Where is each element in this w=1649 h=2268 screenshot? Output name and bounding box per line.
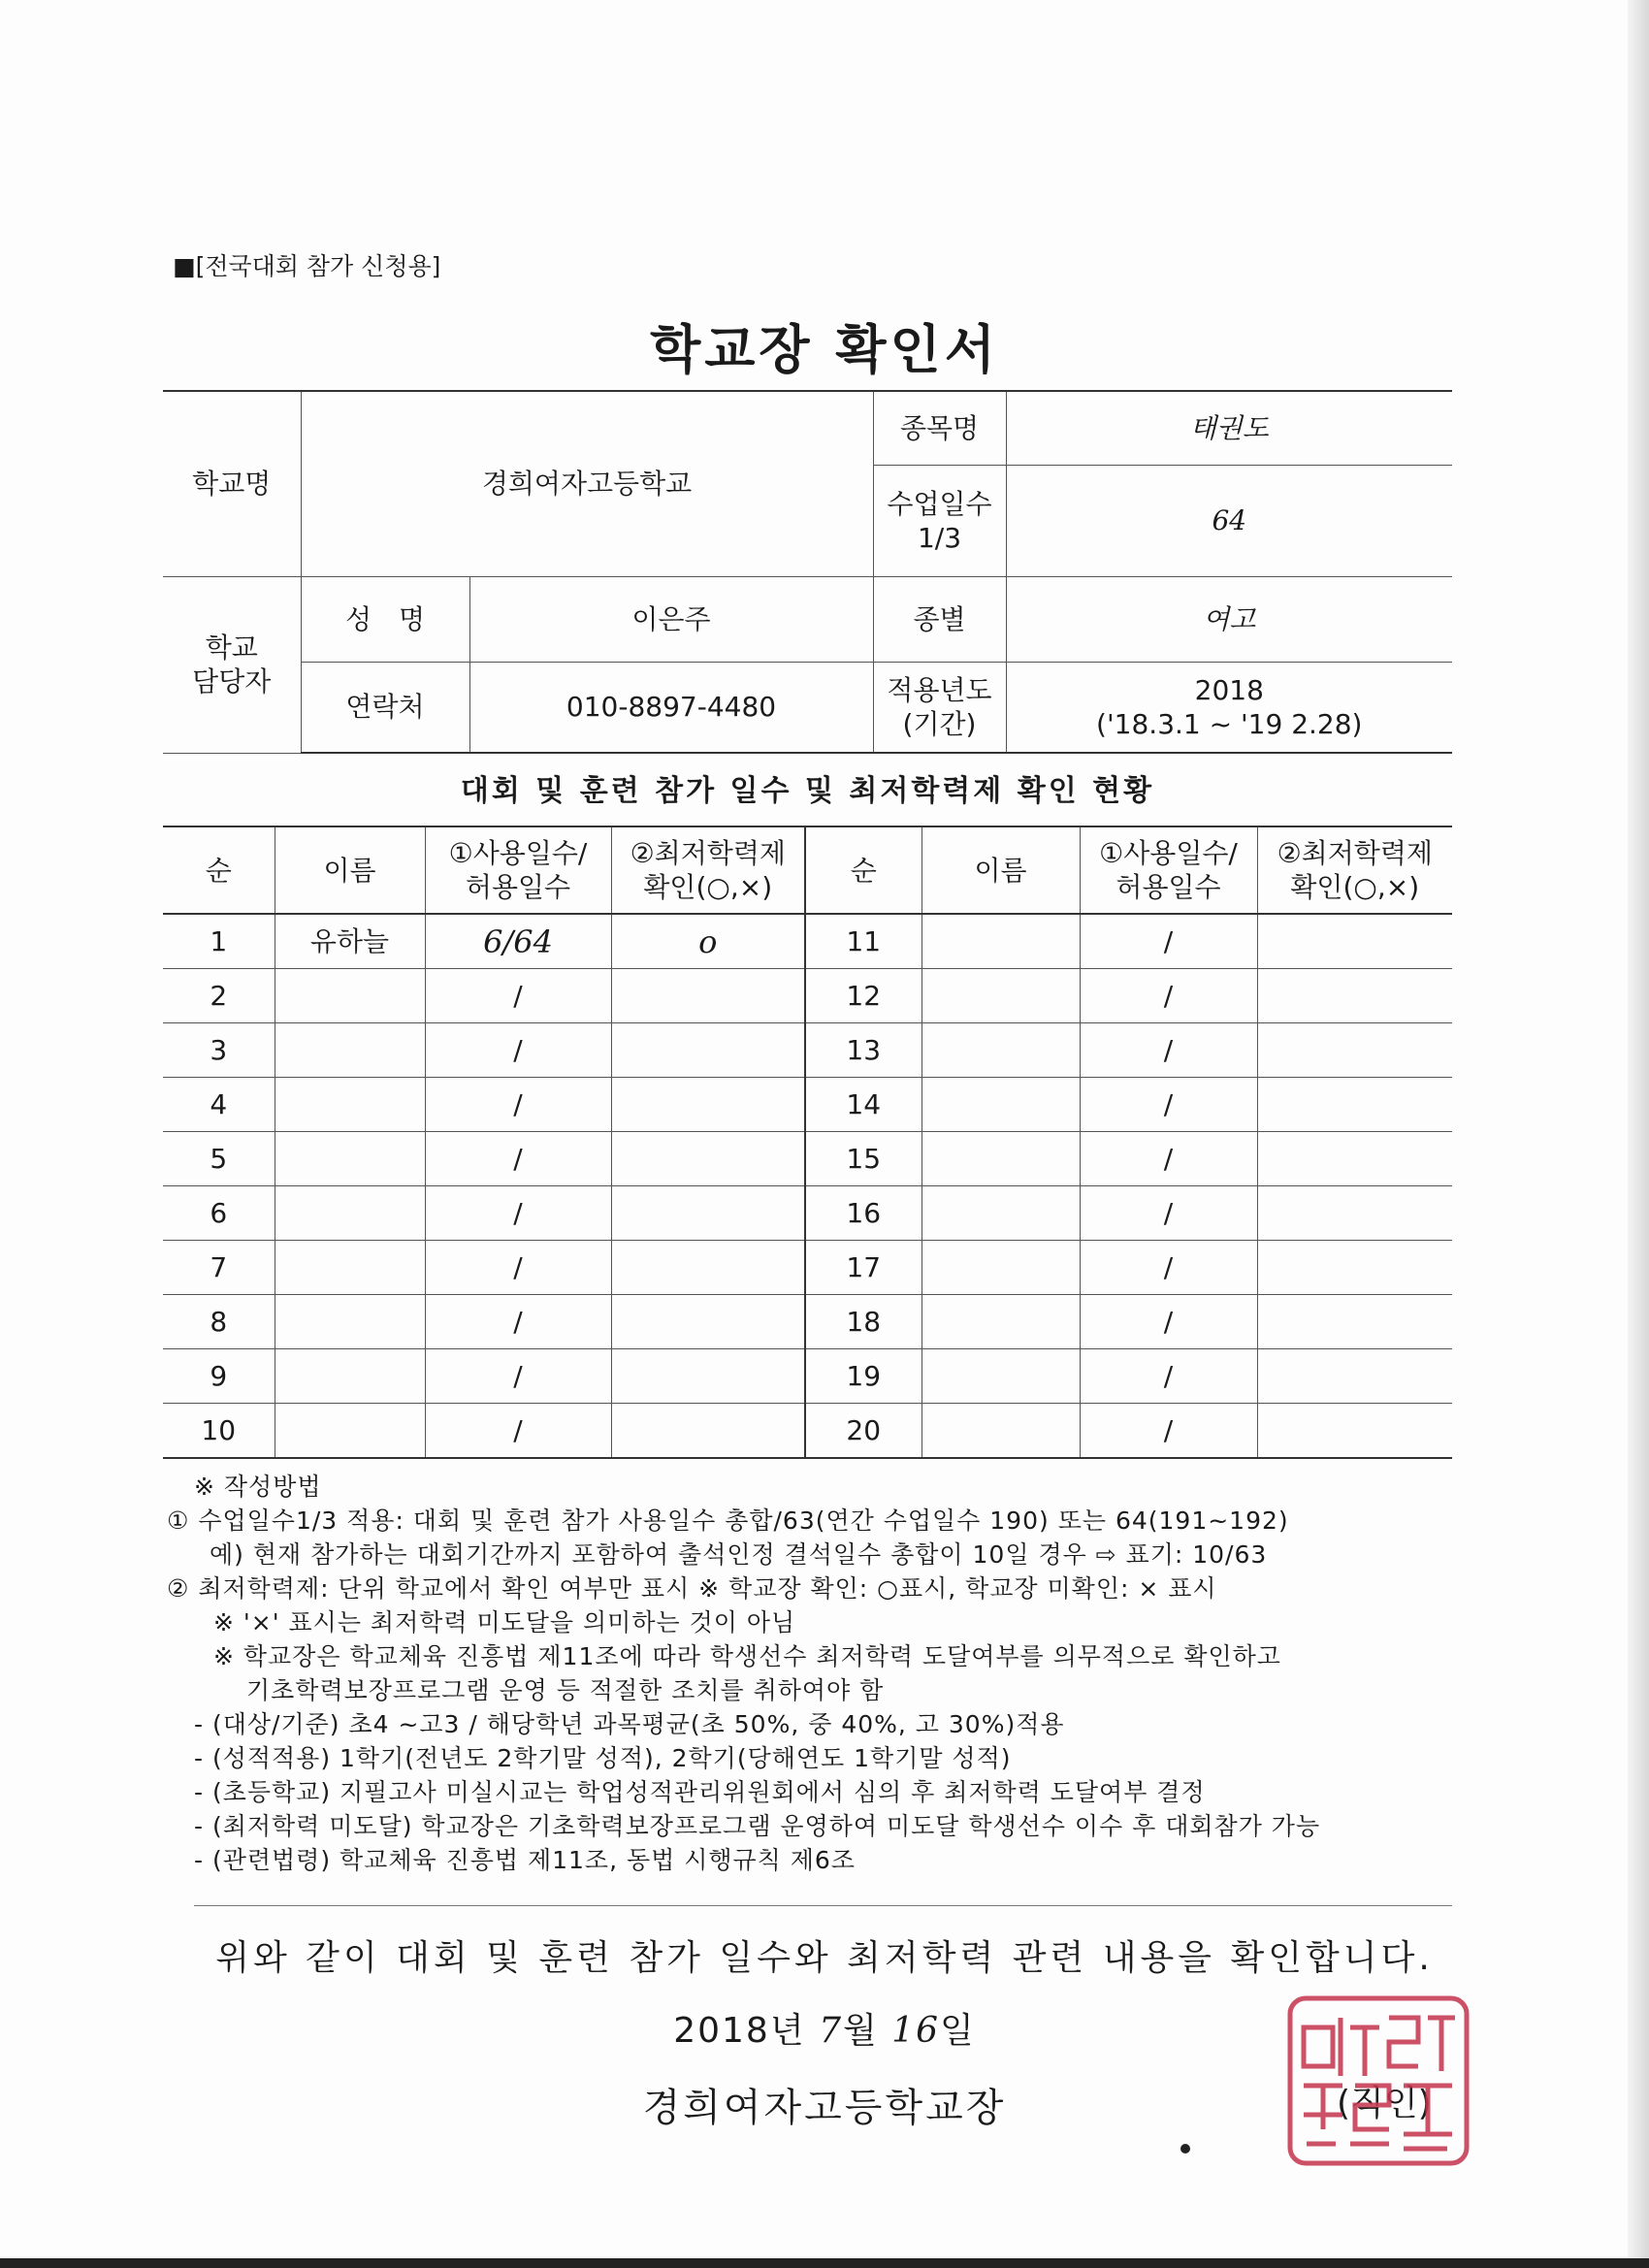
athlete-name xyxy=(922,1132,1080,1186)
official-seal-stamp xyxy=(1282,1989,1474,2173)
apply-year-label-line1: 적용년도 xyxy=(887,673,992,706)
table-row xyxy=(163,969,1452,1023)
event-value: 태권도 xyxy=(1006,391,1452,465)
min-academic-check: o xyxy=(611,914,805,969)
notes-line: ② 최저학력제: 단위 학교에서 확인 여부만 표시 ※ 학교장 확인: ○표시, 학교장 미확인: × 표시 xyxy=(167,1574,1217,1603)
days-used-allowed: / xyxy=(425,1349,611,1404)
min-academic-check xyxy=(611,1295,805,1349)
days-used-allowed: / xyxy=(425,1241,611,1295)
apply-period: ('18.3.1 ~ '19 2.28) xyxy=(1096,707,1363,740)
athlete-name xyxy=(275,1241,425,1295)
notes-line: - (성적적용) 1학기(전년도 2학기말 성적), 2학기(당해연도 1학기말 성적) xyxy=(194,1744,1012,1772)
row-number: 12 xyxy=(805,969,922,1023)
days-used-allowed: / xyxy=(1080,914,1257,969)
row-number: 11 xyxy=(805,914,922,969)
date-day-unit: 일 xyxy=(940,2011,976,2051)
class-days-label-line2: 1/3 xyxy=(917,521,962,554)
athlete-name xyxy=(922,914,1080,969)
row-number: 16 xyxy=(805,1186,922,1241)
header-min-right-line1: ②최저학력제 xyxy=(1277,837,1433,869)
min-academic-check xyxy=(611,1078,805,1132)
athlete-name xyxy=(275,1295,425,1349)
min-academic-check xyxy=(1257,1404,1452,1459)
athlete-name xyxy=(922,1404,1080,1459)
athlete-name xyxy=(922,1186,1080,1241)
notes-line: - (최저학력 미도달) 학교장은 기초학력보장프로그램 운영하여 미도달 학생선수 이수 후 대회참가 가능 xyxy=(194,1812,1321,1840)
min-academic-check xyxy=(611,1132,805,1186)
date-month-unit: 월 xyxy=(842,2011,879,2051)
apply-year-label-line2: (기간) xyxy=(902,707,977,740)
days-used-allowed: / xyxy=(425,969,611,1023)
row-number: 5 xyxy=(163,1132,275,1186)
table-row xyxy=(163,1132,1452,1186)
participation-header-row xyxy=(163,826,1452,914)
notes-heading: ※ 작성방법 xyxy=(194,1473,322,1501)
notes-divider xyxy=(194,1905,1452,1906)
header-min-academic-right xyxy=(1257,826,1452,914)
days-used-allowed: / xyxy=(1080,1295,1257,1349)
school-name-label: 학교명 xyxy=(163,391,301,576)
header-min-right-line2: 확인(○,×) xyxy=(1290,871,1420,903)
min-academic-check xyxy=(611,1404,805,1459)
athlete-name xyxy=(922,969,1080,1023)
apply-year-label xyxy=(873,662,1006,753)
header-days xyxy=(425,826,611,914)
athlete-name: 유하늘 xyxy=(275,914,425,969)
min-academic-check xyxy=(611,1023,805,1078)
table-row xyxy=(163,1023,1452,1078)
row-number: 7 xyxy=(163,1241,275,1295)
athlete-name xyxy=(275,1023,425,1078)
table-row xyxy=(163,1186,1452,1241)
days-used-allowed: / xyxy=(1080,969,1257,1023)
contact-value: 010-8897-4480 xyxy=(469,662,873,753)
days-used-allowed: / xyxy=(1080,1404,1257,1459)
header-days-line1: ①사용일수/ xyxy=(448,837,588,869)
notes-line: - (대상/기준) 초4 ~고3 / 해당학년 과목평균(초 50%, 중 40%, 고 30%)적용 xyxy=(194,1710,1065,1738)
days-used-allowed: / xyxy=(425,1132,611,1186)
notes-line: - (관련법령) 학교체육 진흥법 제11조, 동법 시행규칙 제6조 xyxy=(194,1846,856,1874)
document-title: 학교장 확인서 xyxy=(650,319,999,380)
days-used-allowed: / xyxy=(425,1295,611,1349)
header-min-line1: ②최저학력제 xyxy=(630,837,786,869)
days-used-allowed: / xyxy=(1080,1349,1257,1404)
days-used-allowed: / xyxy=(1080,1186,1257,1241)
notes-line: ① 수업일수1/3 적용: 대회 및 훈련 참가 사용일수 총합/63(연간 수업일수 190) 또는 64(191~192) xyxy=(167,1507,1289,1535)
min-academic-check xyxy=(611,1186,805,1241)
days-used-allowed: 6/64 xyxy=(425,914,611,969)
min-academic-check xyxy=(611,1241,805,1295)
min-academic-check xyxy=(1257,1241,1452,1295)
row-number: 18 xyxy=(805,1295,922,1349)
manager-name-value: 이은주 xyxy=(469,576,873,662)
apply-year: 2018 xyxy=(1194,673,1264,706)
notes-line: - (초등학교) 지필고사 미실시교는 학업성적관리위원회에서 심의 후 최저학력 도달여부 결정 xyxy=(194,1778,1206,1806)
class-days-value: 64 xyxy=(1006,465,1452,576)
row-number: 14 xyxy=(805,1078,922,1132)
row-number: 9 xyxy=(163,1349,275,1404)
date-month-handwritten: 7 xyxy=(819,2011,843,2051)
days-used-allowed: / xyxy=(1080,1078,1257,1132)
row-number: 4 xyxy=(163,1078,275,1132)
athlete-name xyxy=(922,1241,1080,1295)
days-used-allowed: / xyxy=(425,1023,611,1078)
table-row xyxy=(163,1404,1452,1459)
header-min-line2: 확인(○,×) xyxy=(643,871,773,903)
min-academic-check xyxy=(611,969,805,1023)
row-number: 17 xyxy=(805,1241,922,1295)
row-number: 2 xyxy=(163,969,275,1023)
athlete-name xyxy=(922,1023,1080,1078)
min-academic-check xyxy=(611,1349,805,1404)
scan-speck xyxy=(1180,2144,1190,2154)
participation-section-title: 대회 및 훈련 참가 일수 및 최저학력제 확인 현황 xyxy=(460,774,1155,808)
athlete-name xyxy=(275,1349,425,1404)
row-number: 13 xyxy=(805,1023,922,1078)
event-label: 종목명 xyxy=(873,391,1006,465)
form-category-label: ■[전국대회 참가 신청용] xyxy=(173,252,441,280)
min-academic-check xyxy=(1257,969,1452,1023)
date-year: 2018년 xyxy=(673,2011,806,2051)
days-used-allowed: / xyxy=(1080,1023,1257,1078)
division-label: 종별 xyxy=(873,576,1006,662)
row-number: 8 xyxy=(163,1295,275,1349)
min-academic-check xyxy=(1257,1349,1452,1404)
row-number: 15 xyxy=(805,1132,922,1186)
notes-line: 기초학력보장프로그램 운영 등 적절한 조치를 취하여야 함 xyxy=(246,1676,885,1704)
header-days-right-line2: 허용일수 xyxy=(1116,871,1221,903)
min-academic-check xyxy=(1257,1023,1452,1078)
signer-name: 경희여자고등학교장 xyxy=(642,2086,1007,2130)
notes-line: ※ 학교장은 학교체육 진흥법 제11조에 따라 학생선수 최저학력 도달여부를 의무적으로 확인하고 xyxy=(213,1642,1281,1670)
athlete-name xyxy=(922,1349,1080,1404)
header-no: 순 xyxy=(163,826,275,914)
date-day-handwritten: 16 xyxy=(891,2011,941,2051)
scan-bottom-edge xyxy=(0,2258,1649,2268)
school-name-value: 경희여자고등학교 xyxy=(301,391,873,576)
table-row xyxy=(163,1295,1452,1349)
header-days-right xyxy=(1080,826,1257,914)
min-academic-check xyxy=(1257,1295,1452,1349)
contact-label: 연락처 xyxy=(301,662,469,753)
manager-label-line1: 학교 xyxy=(205,632,258,664)
notes-line: 예) 현재 참가하는 대회기간까지 포함하여 출석인정 결석일수 총합이 10일 경우 ⇨ 표기: 10/63 xyxy=(210,1540,1268,1569)
athlete-name xyxy=(922,1078,1080,1132)
notes-line: ※ '×' 표시는 최저학력 미도달을 의미하는 것이 아님 xyxy=(213,1608,796,1636)
row-number: 6 xyxy=(163,1186,275,1241)
athlete-name xyxy=(275,1404,425,1459)
row-number: 3 xyxy=(163,1023,275,1078)
athlete-name xyxy=(275,1186,425,1241)
row-number: 20 xyxy=(805,1404,922,1459)
header-no-right: 순 xyxy=(805,826,922,914)
header-name-right: 이름 xyxy=(922,826,1080,914)
table-row xyxy=(163,1349,1452,1404)
days-used-allowed: / xyxy=(425,1078,611,1132)
days-used-allowed: / xyxy=(425,1404,611,1459)
division-value: 여고 xyxy=(1006,576,1452,662)
header-days-line2: 허용일수 xyxy=(465,871,571,903)
row-number: 19 xyxy=(805,1349,922,1404)
row-number: 1 xyxy=(163,914,275,969)
table-row xyxy=(163,914,1452,969)
athlete-name xyxy=(922,1295,1080,1349)
class-days-label-line1: 수업일수 xyxy=(887,487,992,520)
row-number: 10 xyxy=(163,1404,275,1459)
athlete-name xyxy=(275,969,425,1023)
athlete-name xyxy=(275,1132,425,1186)
header-name: 이름 xyxy=(275,826,425,914)
apply-year-value xyxy=(1006,662,1452,753)
min-academic-check xyxy=(1257,1078,1452,1132)
min-academic-check xyxy=(1257,1186,1452,1241)
manager-name-label: 성 명 xyxy=(301,576,469,662)
writing-instructions xyxy=(167,1470,1467,1877)
athlete-name xyxy=(275,1078,425,1132)
manager-label-line2: 담당자 xyxy=(192,665,272,697)
participation-table xyxy=(163,826,1452,1459)
confirmation-statement: 위와 같이 대회 및 훈련 참가 일수와 최저학력 관련 내용을 확인합니다. xyxy=(215,1938,1434,1978)
header-days-right-line1: ①사용일수/ xyxy=(1099,837,1238,869)
school-info-table xyxy=(163,390,1452,754)
official-seal-label: (직인) xyxy=(1337,2084,1432,2123)
manager-label xyxy=(163,576,301,753)
table-row xyxy=(163,1078,1452,1132)
min-academic-check xyxy=(1257,914,1452,969)
class-days-label xyxy=(873,465,1006,576)
participation-rows xyxy=(163,914,1452,1458)
table-row xyxy=(163,1241,1452,1295)
header-min-academic xyxy=(611,826,805,914)
days-used-allowed: / xyxy=(1080,1132,1257,1186)
days-used-allowed: / xyxy=(425,1186,611,1241)
days-used-allowed: / xyxy=(1080,1241,1257,1295)
min-academic-check xyxy=(1257,1132,1452,1186)
